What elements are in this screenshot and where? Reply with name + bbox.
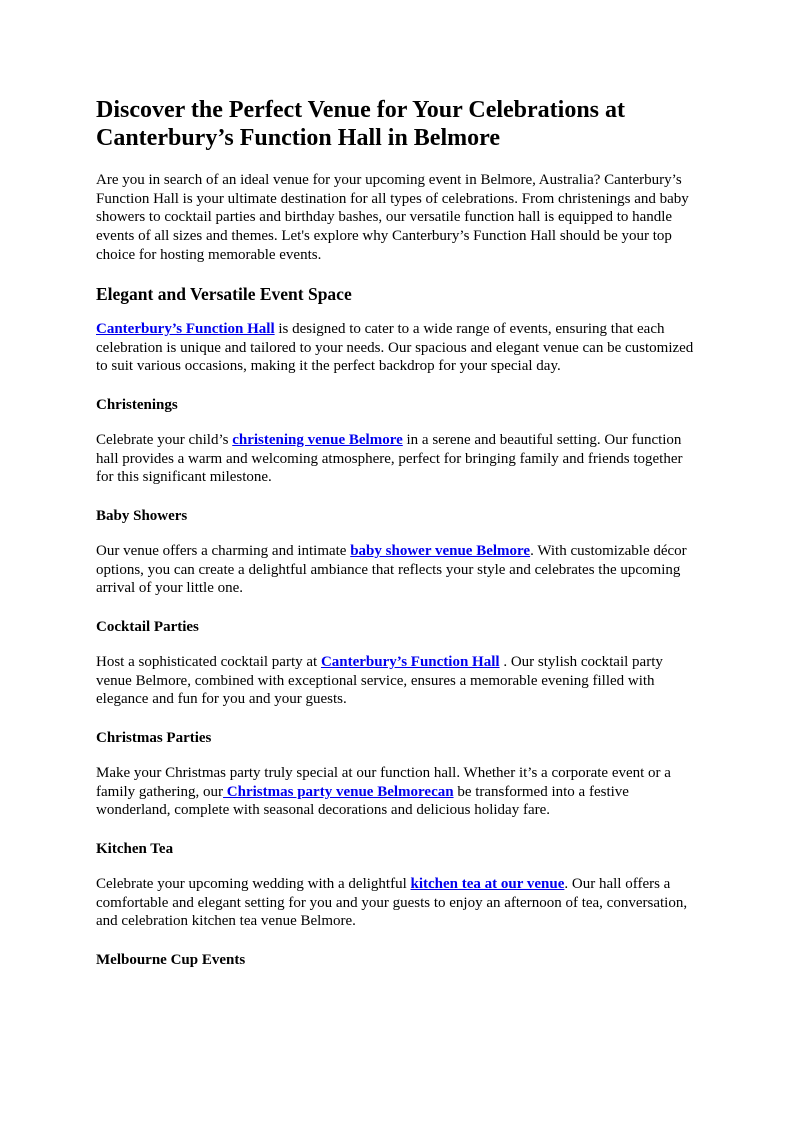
venue-paragraph (96, 320, 700, 376)
venue-paragraph-text: is designed to cater to a wide range of events, ensuring that each celebration is unique and tailored to your needs. Our spacious and elegant venue can be customized to suit various occasions, making it the perfect backdrop for your special day. (96, 321, 694, 375)
kitchen-tea-venue-link[interactable]: kitchen tea at our venue (410, 876, 565, 892)
kitchen-tea-heading: Kitchen Tea (96, 841, 174, 857)
baby-showers-paragraph (96, 542, 700, 598)
baby-showers-heading: Baby Showers (96, 508, 188, 524)
cocktail-text-before: Host a sophisticated cocktail party at (96, 654, 321, 670)
kitchen-tea-text-before: Celebrate your upcoming wedding with a delightful (96, 876, 411, 892)
kitchen-tea-text-after: . Our hall offers a comfortable and elegant setting for you and your guests to enjoy an afternoon of tea, conversation, and celebration kitchen tea venue Belmore. (96, 876, 688, 930)
christmas-text-after: be transformed into a festive wonderland, complete with seasonal decorations and delicious holiday fare. (96, 783, 629, 819)
section-heading-venue: Elegant and Versatile Event Space (96, 284, 352, 304)
baby-showers-text-before: Our venue offers a charming and intimate (96, 543, 351, 559)
christenings-paragraph (96, 431, 700, 487)
melbourne-cup-heading: Melbourne Cup Events (96, 952, 246, 968)
canterbury-function-hall-link[interactable]: Canterbury’s Function Hall (96, 321, 275, 337)
christenings-heading: Christenings (96, 397, 178, 413)
christmas-party-venue-link[interactable]: Christmas party venue Belmorecan (223, 783, 454, 800)
baby-showers-text-after: . With customizable décor options, you can create a delightful ambiance that reflects your style and celebrates the upcoming arrival of your little one. (96, 543, 687, 597)
cocktail-text-after: . Our stylish cocktail party venue Belmore, combined with exceptional service, ensures a memorable evening filled with elegance and fun for you and your guests. (96, 654, 663, 708)
cocktail-function-hall-link[interactable]: Canterbury’s Function Hall (320, 654, 500, 670)
kitchen-tea-paragraph (96, 875, 700, 931)
christmas-parties-heading: Christmas Parties (96, 730, 212, 746)
intro-paragraph: Are you in search of an ideal venue for your upcoming event in Belmore, Australia? Canterbury’s Function Hall is your ultimate destination for all types of celebrations. From christenings and baby showers to cocktail parties and birthday bashes, our versatile function hall is equipped to handle events of all sizes and themes. Let's explore why Canterbury’s Function Hall should be your top choice for hosting memorable events. (96, 172, 689, 263)
christening-venue-link[interactable]: christening venue Belmore (232, 432, 403, 448)
baby-shower-venue-link[interactable]: baby shower venue Belmore (350, 543, 531, 559)
christmas-text-before: Make your Christmas party truly special at our function hall. Whether it’s a corporate event or a family gathering, our (96, 765, 671, 800)
christenings-text-before: Celebrate your child’s (96, 432, 233, 448)
cocktail-paragraph (96, 653, 700, 709)
christenings-text-after: in a serene and beautiful setting. Our function hall provides a warm and welcoming atmosphere, perfect for bringing family and friends together for this significant milestone. (96, 432, 683, 486)
christmas-paragraph (96, 764, 700, 820)
page-title: Discover the Perfect Venue for Your Celebrations at Canterbury’s Function Hall in Belmore (96, 97, 626, 151)
cocktail-parties-heading: Cocktail Parties (96, 619, 199, 635)
